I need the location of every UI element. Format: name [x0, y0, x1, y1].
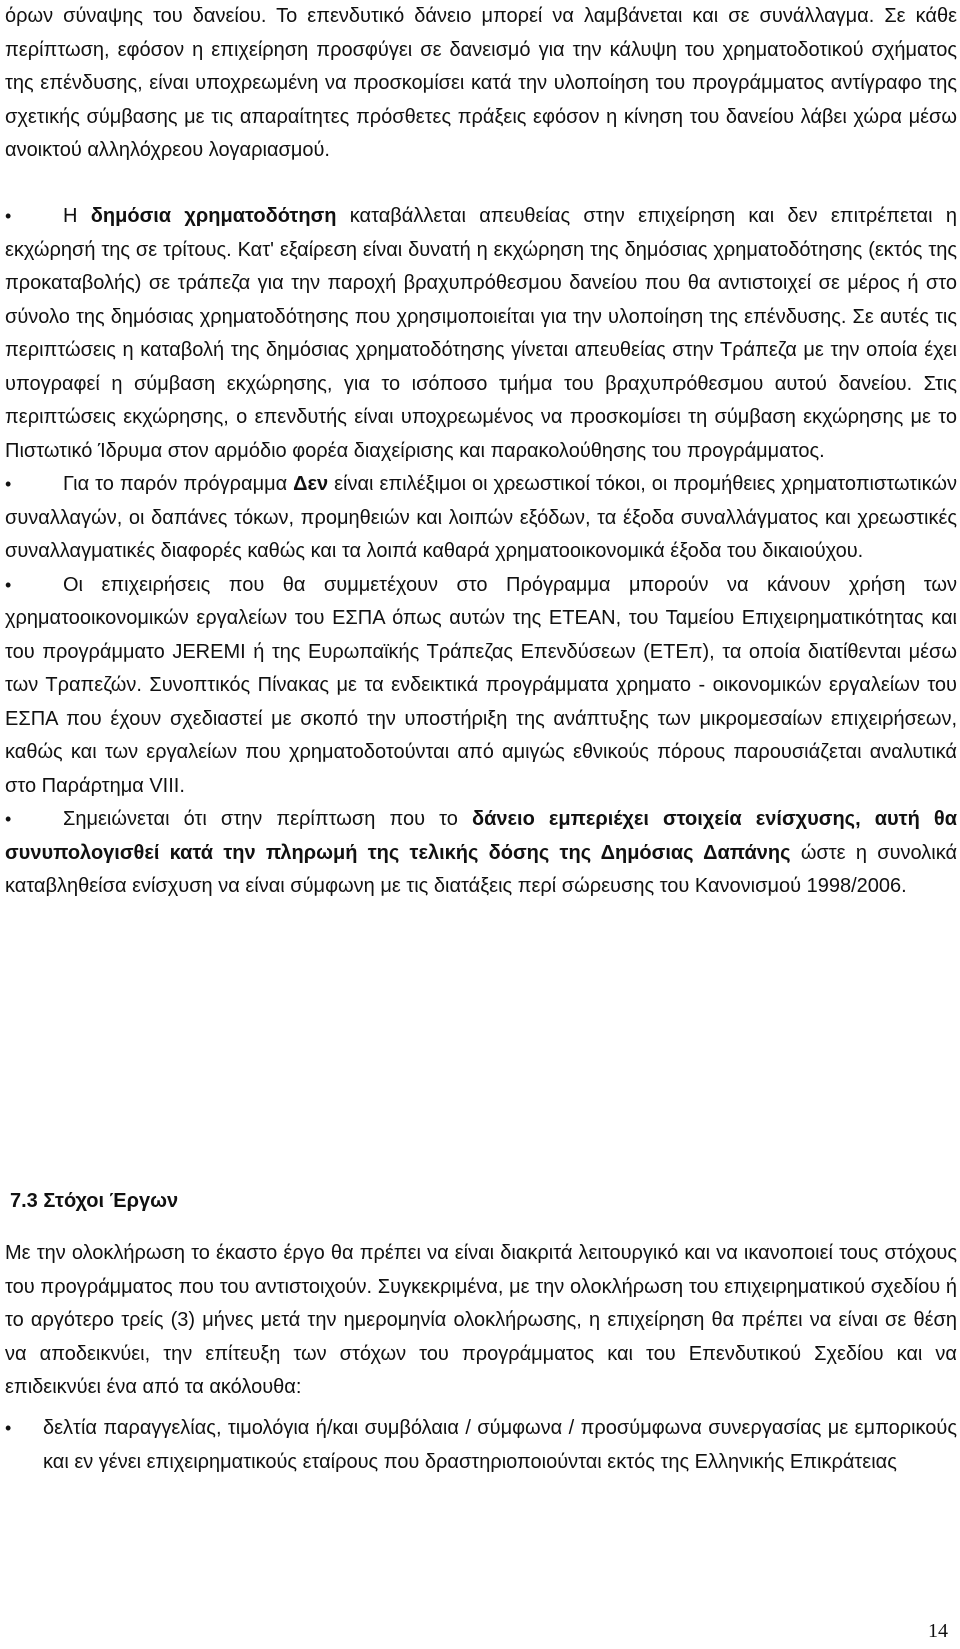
section-bullet-item [5, 1412, 957, 1479]
bullet-text: Οι επιχειρήσεις που θα συμμετέχουν στο Πρόγραμμα μπορούν να κάνουν χρήση των χρηματοοικονομικών εργαλείων του ΕΣΠΑ όπως αυτών της ΕΤΕΑΝ, του Ταμείου Επιχειρηματικότητας και του προγράμματο JEREMI ή της Ευρωπαϊκής Τράπεζας Επενδύσεων (ΕΤΕπ), τα οποία διατίθενται μέσω των Τραπεζών. Συνοπτικός Πίνακας με τα ενδεικτικά προγράμματα χρηματο - οικονομικών εργαλείων του ΕΣΠΑ που έχουν σχεδιαστεί με σκοπό την υποστήριξη της ανάπτυξης των μικρομεσαίων επιχειρήσεων, καθώς και των εργαλείων που χρηματοδοτούνται από αμιγώς εθνικούς πόρους παρουσιάζεται αναλυτικά στο Παράρτημα VIII. [5, 573, 957, 797]
bullet-bold-text: Δεν [293, 473, 329, 495]
bullet-text: Η [63, 205, 91, 227]
intro-paragraph: όρων σύναψης του δανείου. Το επενδυτικό δάνειο μπορεί να λαμβάνεται και σε συνάλλαγμα. Σε κάθε περίπτωση, εφόσον η επιχείρηση προσφύγει σε δανεισμό για την κάλυψη του χρηματοδοτικού σχήματος της επένδυσης, είναι υποχρεωμένη να προσκομίσει κατά την υλοποίηση του προγράμματος αντίγραφο της σχετικής σύμβασης με τις απαραίτητες πρόσθετες πράξεις εφόσον η κίνηση του δανείου λάβει χώρα μέσω ανοικτού αλληλόχρεου λογαριασμού. [5, 5, 957, 161]
bullet-bold-text: δημόσια χρηματοδότηση [90, 205, 337, 227]
bullet-item-loan-aid [5, 803, 957, 904]
bullet-list [5, 200, 957, 904]
bullet-item-financial-tools [5, 569, 957, 804]
bullet-text: Για το παρόν πρόγραμμα [63, 473, 294, 495]
section-paragraph: Με την ολοκλήρωση το έκαστο έργο θα πρέπει να είναι διακριτά λειτουργικό και να ικανοποιεί τους στόχους του προγράμματος που του αντιστοιχούν. Συγκεκριμένα, με την ολοκλήρωση του επιχειρηματικού σχεδίου ή το αργότερο τρείς (3) μήνες μετά την ημερομηνία ολοκλήρωσης, η επιχείρηση θα πρέπει να είναι σε θέση να αποδεικνύει, την επίτευξη των στόχων του προγράμματος και του Επενδυτικού Σχεδίου και να επιδεικνύει ένα από τα ακόλουθα: [5, 1242, 957, 1398]
bullet-text: Σημειώνεται ότι στην περίπτωση που το [63, 808, 472, 830]
bullet-bold-text: δάνειο εμπεριέχει στοιχεία ενίσχυσης, αυτή θα συνυπολογισθεί κατά την πληρωμή της τελικής δόσης της Δημόσιας Δαπάνης [5, 808, 958, 864]
bullet-item-ineligible-costs [5, 468, 957, 569]
bullet-icon: • [5, 206, 12, 226]
bullet-icon: • [5, 1418, 12, 1438]
bullet-text: είναι επιλέξιμοι οι χρεωστικοί τόκοι, οι προμήθειες χρηματοπιστωτικών συναλλαγών, οι δαπάνες τόκων, προμηθειών και λοιπών εξόδων, τα έξοδα συναλλάγματος και χρεωστικές συναλλαγματικές διαφορές καθώς και τα λοιπά καθαρά χρηματοοικονομικά έξοδα του δικαιούχου. [5, 473, 957, 562]
bullet-text: ώστε η συνολικά καταβληθείσα ενίσχυση να είναι σύμφωνη με τις διατάξεις περί σώρευσης του Κανονισμού 1998/2006. [5, 841, 958, 897]
bullet-icon: • [5, 809, 12, 829]
bullet-icon: • [5, 574, 12, 595]
section-bullet-text: δελτία παραγγελίας, τιμολόγια ή/και συμβόλαια / σύμφωνα / προσύμφωνα συνεργασίας με εμπορικούς και εν γένει επιχειρηματικούς εταίρους που δραστηριοποιούνται εκτός της Ελληνικής Επικράτειας [43, 1417, 957, 1473]
bullet-icon: • [5, 474, 12, 494]
section-heading: 7.3 Στόχοι Έργων [10, 1190, 179, 1212]
page-number: 14 [928, 1620, 948, 1642]
bullet-item-public-funding [5, 200, 957, 468]
section-bullet-list [5, 1412, 957, 1479]
bullet-text: καταβάλλεται απευθείας στην επιχείρηση και δεν επιτρέπεται η εκχώρησή της σε τρίτους. Κατ' εξαίρεση είναι δυνατή η εκχώρηση της δημόσιας χρηματοδότησης (εκτός της προκαταβολής) σε τράπεζα για την παροχή βραχυπρόθεσμου δανείου που θα αντιστοιχεί σε μέρος ή στο σύνολο της δημόσιας χρηματοδότησης που χρησιμοποιείται για την υλοποίηση της επένδυσης. Σε αυτές τις περιπτώσεις η καταβολή της δημόσιας χρηματοδότησης γίνεται απευθείας στην Τράπεζα με την οποία έχει υπογραφεί η σύμβαση εκχώρησης, για το ισόποσο τμήμα του βραχυπρόθεσμου αυτού δανείου. Στις περιπτώσεις εκχώρησης, ο επενδυτής είναι υποχρεωμένος να προσκομίσει τη σύμβαση εκχώρησης με το Πιστωτικό Ίδρυμα στον αρμόδιο φορέα διαχείρισης και παρακολούθησης του προγράμματος. [5, 205, 957, 462]
